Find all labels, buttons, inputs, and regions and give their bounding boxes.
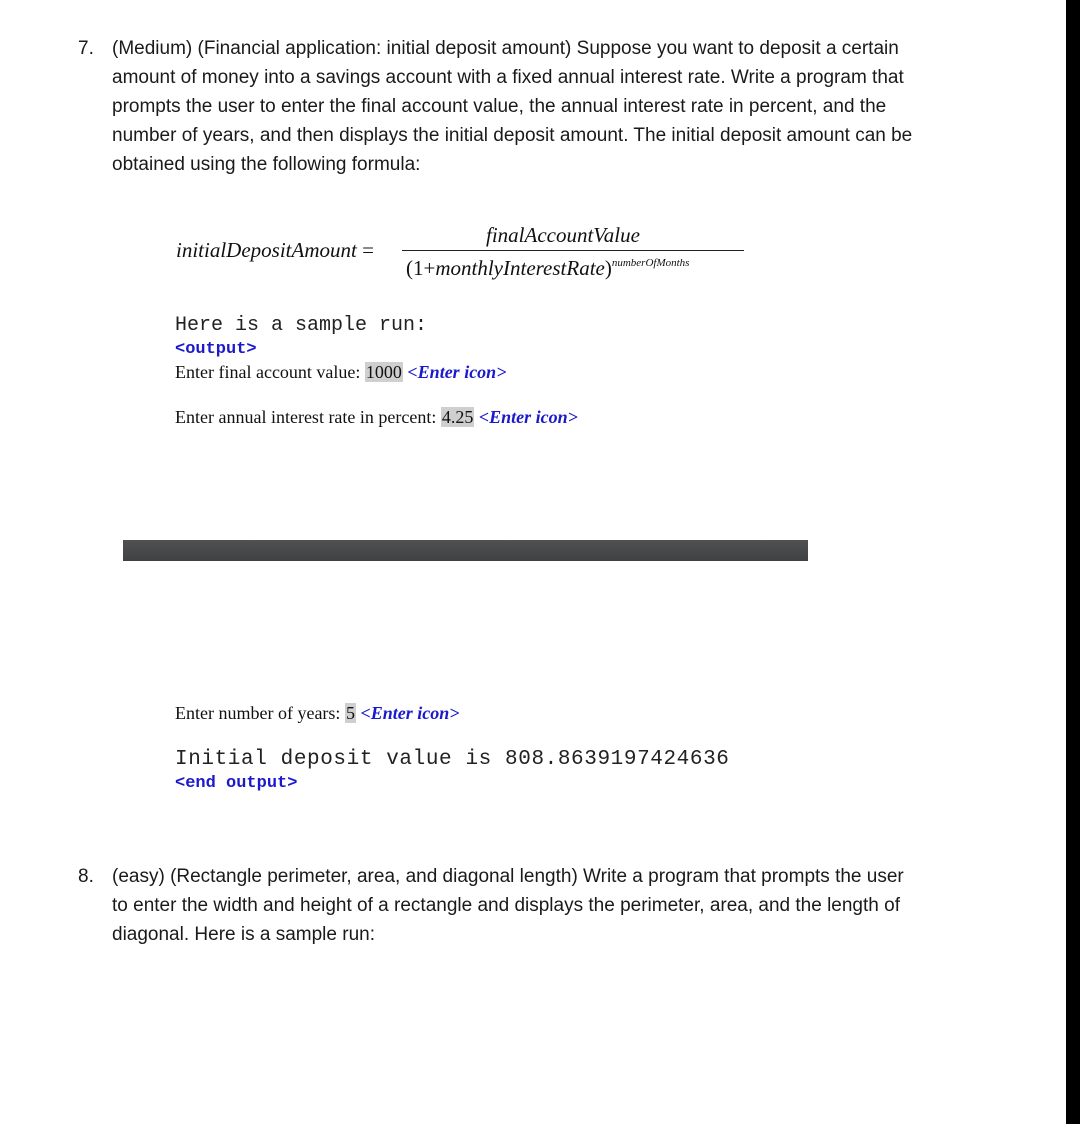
enter-icon-1: <Enter icon> — [407, 362, 507, 382]
prompt-2-label: Enter annual interest rate in percent: — [175, 407, 437, 427]
input-value-3: 5 — [345, 703, 355, 723]
problem-7 — [78, 34, 918, 179]
end-output-tag: <end output> — [175, 774, 298, 793]
prompt-1-label: Enter final account value: — [175, 362, 361, 382]
prompt-3-label: Enter number of years: — [175, 703, 341, 723]
problem-8-number: 8. — [78, 866, 94, 887]
output-tag: <output> — [175, 340, 257, 359]
enter-icon-2: <Enter icon> — [478, 407, 578, 427]
formula-open-paren: (1+ — [406, 256, 436, 280]
formula-fraction-line — [402, 250, 744, 251]
prompt-final-account-value — [175, 362, 506, 383]
gray-divider-bar — [123, 540, 808, 561]
formula-denominator — [406, 256, 689, 281]
formula-rate: monthlyInterestRate — [435, 256, 605, 280]
formula-close-paren: ) — [604, 256, 612, 280]
sample-run-heading: Here is a sample run: — [175, 314, 428, 337]
enter-icon-3: <Enter icon> — [360, 703, 460, 723]
formula-numerator: finalAccountValue — [486, 223, 640, 247]
formula-exponent: numberOfMonths — [611, 257, 690, 269]
right-edge-bar — [1066, 0, 1080, 1124]
problem-8 — [78, 862, 918, 949]
problem-8-text: (easy) (Rectangle perimeter, area, and diagonal length) Write a program that prompts the user to enter the width and height of a rectangle and displays the perimeter, area, and the length of diagonal. Here is a sample run: — [112, 866, 904, 945]
prompt-annual-interest-rate — [175, 407, 578, 428]
problem-7-number: 7. — [78, 38, 94, 59]
formula-lhs-name: initialDepositAmount — [176, 238, 357, 262]
formula-equals: = — [362, 238, 374, 262]
problem-7-text: (Medium) (Financial application: initial deposit amount) Suppose you want to deposit a certain amount of money into a savings account with a fixed annual interest rate. Write a program that prompts the user to enter the final account value, the annual interest rate in percent, and the number of years, and then displays the initial deposit amount. The initial deposit amount can be obtained using the following formula: — [112, 38, 913, 175]
prompt-number-of-years — [175, 703, 459, 724]
result-line: Initial deposit value is 808.8639197424636 — [175, 748, 730, 771]
input-value-2: 4.25 — [441, 407, 474, 427]
input-value-1: 1000 — [365, 362, 402, 382]
formula-lhs — [176, 238, 374, 263]
